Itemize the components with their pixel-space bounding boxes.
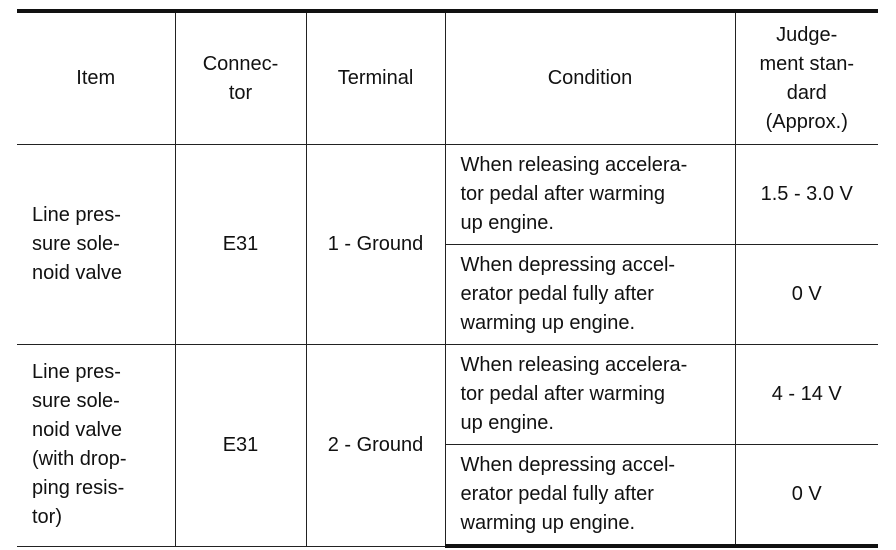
header-condition: Condition bbox=[445, 11, 735, 145]
inspection-spec-table bbox=[17, 9, 878, 548]
header-connector: Connec- tor bbox=[175, 11, 306, 145]
condition-cell: When depressing accel- erator pedal fully after warming up engine. bbox=[445, 445, 735, 547]
header-terminal: Terminal bbox=[306, 11, 445, 145]
condition-cell: When releasing accelera- tor pedal after warming up engine. bbox=[445, 345, 735, 445]
table-row bbox=[17, 145, 878, 245]
item-cell: Line pres- sure sole- noid valve bbox=[17, 145, 175, 345]
header-item: Item bbox=[17, 11, 175, 145]
terminal-cell: 2 - Ground bbox=[306, 345, 445, 547]
header-judgement-standard: Judge- ment stan- dard (Approx.) bbox=[735, 11, 878, 145]
judgement-cell: 1.5 - 3.0 V bbox=[735, 145, 878, 245]
terminal-cell: 1 - Ground bbox=[306, 145, 445, 345]
judgement-cell: 4 - 14 V bbox=[735, 345, 878, 445]
header-row bbox=[17, 11, 878, 145]
connector-cell: E31 bbox=[175, 145, 306, 345]
connector-cell: E31 bbox=[175, 345, 306, 547]
condition-cell: When depressing accel- erator pedal fully after warming up engine. bbox=[445, 245, 735, 345]
item-cell: Line pres- sure sole- noid valve (with drop- ping resis- tor) bbox=[17, 345, 175, 547]
judgement-cell: 0 V bbox=[735, 245, 878, 345]
table-row bbox=[17, 345, 878, 445]
judgement-cell: 0 V bbox=[735, 445, 878, 547]
condition-cell: When releasing accelera- tor pedal after warming up engine. bbox=[445, 145, 735, 245]
